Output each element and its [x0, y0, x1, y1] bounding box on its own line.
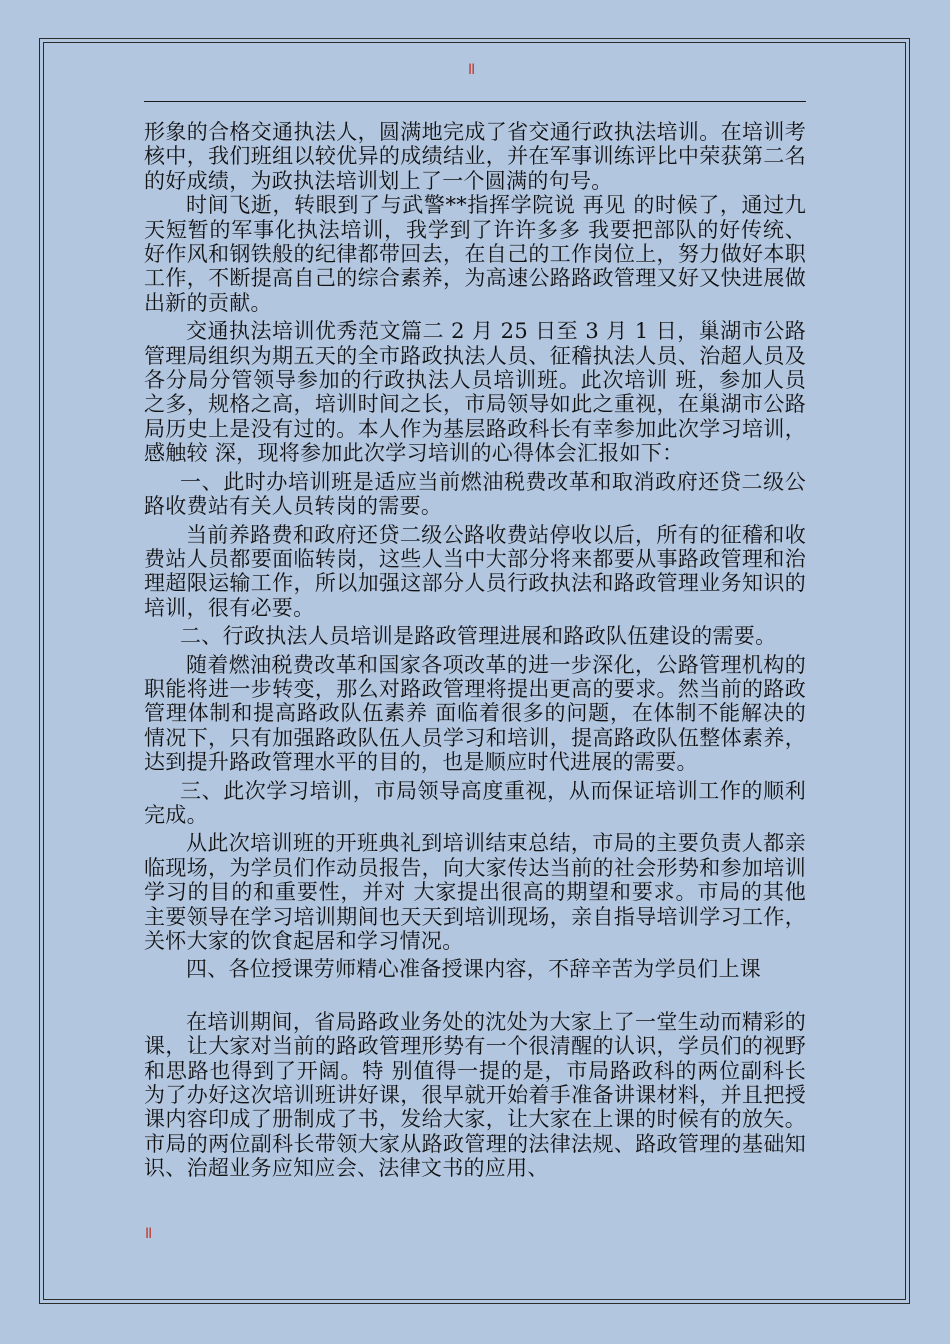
paragraph-4: 当前养路费和政府还贷二级公路收费站停收以后，所有的征稽和收费站人员都要面临转岗，这些人当中大部分将来都要从事路政管理和治理超限运输工作，所以加强这部分人员行政执法和路政管理业务知识的培训，很有必要。: [144, 522, 806, 620]
header-page-mark: II: [468, 62, 475, 78]
section-heading-4: 四、各位授课劳师精心准备授课内容，不辞辛苦为学员们上课: [186, 957, 762, 982]
paragraph-1: 形象的合格交通执法人，圆满地完成了省交通行政执法培训。在培训考核中，我们班组以较优异的成绩结业，并在军事训练评比中荣获第二名的好成绩，为政执法培训划上了一个圆满的句号。: [144, 120, 806, 193]
paragraph-3: 交通执法培训优秀范文篇二 2 月 25 日至 3 月 1 日，巢湖市公路管理局组织为期五天的全市路政执法人员、征稽执法人员、治超人员及各分局分管领导参加的行政执法人员培训班。此次培训 班，参加人员之多，规格之高，培训时间之长，市局领导如此之重视，在巢湖市公路局历史上是没有过的。本人作为基层路政科长有幸参加此次学习培训，感触较 深，现将参加此次学习培训的心得体会汇报如下：: [144, 319, 806, 466]
paragraph-7: 在培训期间，省局路政业务处的沈处为大家上了一堂生动而精彩的课，让大家对当前的路政管理形势有一个很清醒的认识，学员们的视野和思路也得到了开阔。特 别值得一提的是，市局路政科的两位副科长为了办好这次培训班讲好课，很早就开始着手准备讲课材料，并且把授课内容印成了册制成了书，发给大家，让大家在上课的时候有的放矢。市局的两位副科长带领大家从路政管理的法律法规、路政管理的基础知识、治超业务应知应会、法律文书的应用、: [144, 1009, 806, 1181]
paragraph-6: 从此次培训班的开班典礼到培训结束总结，市局的主要负责人都亲临现场，为学员们作动员报告，向大家传达当前的社会形势和参加培训学习的目的和重要性，并对 大家提出很高的期望和要求。市局的其他主要领导在学习培训期间也天天到培训现场，亲自指导培训学习工作，关怀大家的饮食起居和学习情况。: [144, 831, 806, 953]
header-rule: [144, 101, 806, 102]
paragraph-5: 随着燃油税费改革和国家各项改革的进一步深化，公路管理机构的职能将进一步转变，那么对路政管理将提出更高的要求。然当前的路政管理体制和提高路政队伍素养 面临着很多的问题，在体制不能解决的情况下，只有加强路政队伍人员学习和培训，提高路政队伍整体素养，达到提升路政管理水平的目的，也是顺应时代进展的需要。: [144, 652, 806, 775]
paragraph-2: 时间飞逝，转眼到了与武警**指挥学院说 再见 的时候了，通过九天短暂的军事化执法培训，我学到了许许多多 我要把部队的好传统、好作风和钢铁般的纪律都带回去，在自己的工作岗位上，努力做好本职工作，不断提高自己的综合素养，为高速公路路政管理又好又快进展做出新的贡献。: [144, 193, 806, 315]
footer-page-mark: II: [145, 1226, 152, 1242]
section-heading-3: 三、此次学习培训，市局领导高度重视，从而保证培训工作的顺利完成。: [144, 778, 806, 827]
document-body: [144, 120, 806, 1181]
section-heading-2: 二、行政执法人员培训是路政管理进展和路政队伍建设的需要。: [180, 624, 777, 649]
section-heading-1: 一、此时办培训班是适应当前燃油税费改革和取消政府还贷二级公路收费站有关人员转岗的需要。: [144, 469, 806, 519]
